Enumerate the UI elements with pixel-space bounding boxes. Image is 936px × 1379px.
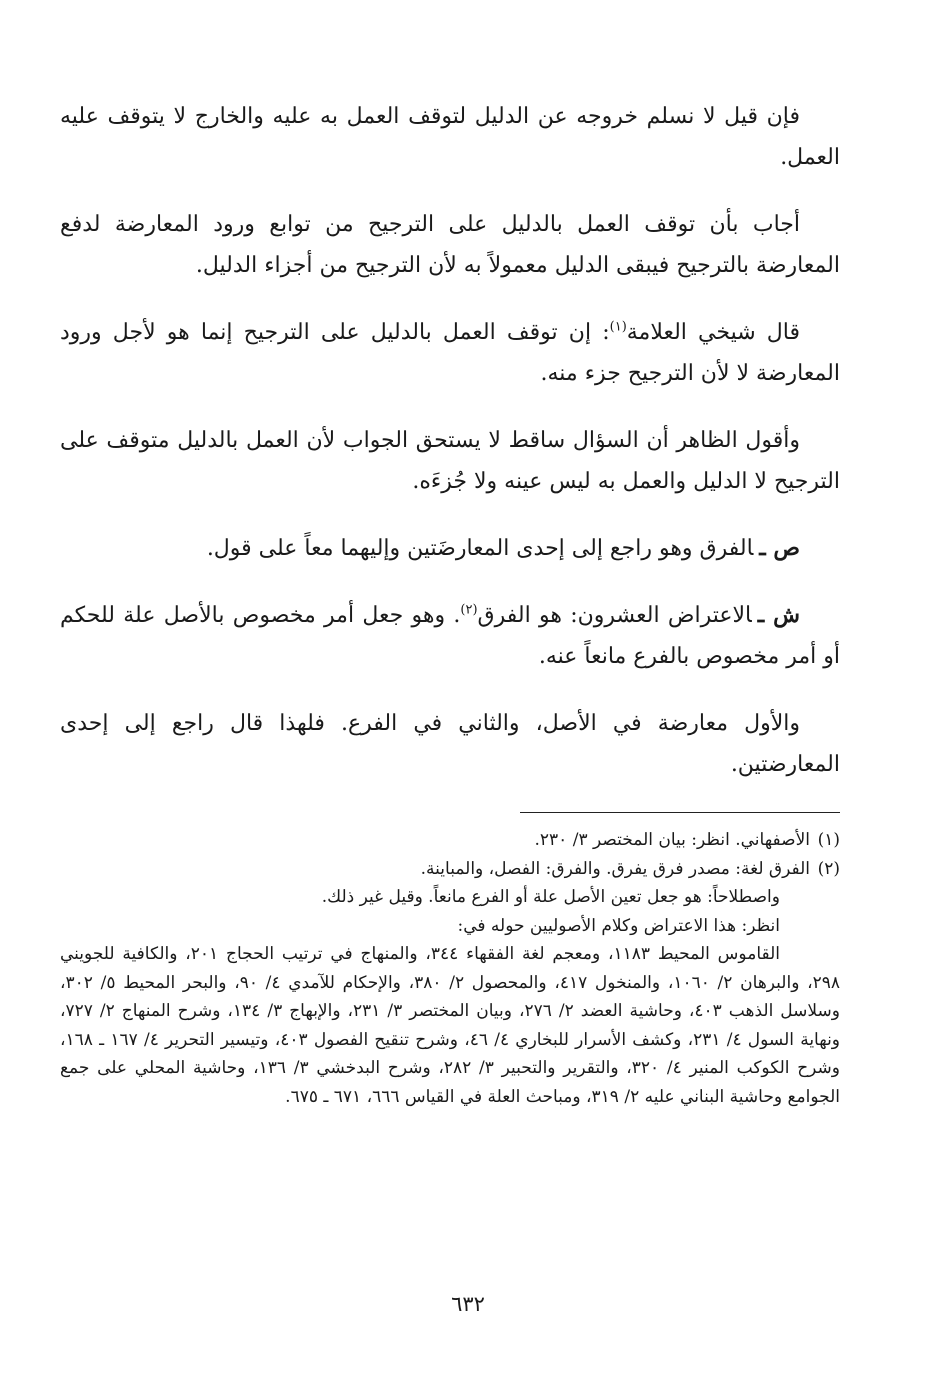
footnote-text: الأصفهاني. انظر: بيان المختصر ٣/ ٢٣٠. (534, 830, 810, 850)
main-text (60, 96, 840, 811)
footnote-text: الفرق لغة: مصدر فرق يفرق. والفرق: الفصل، والمباينة. (420, 858, 810, 879)
footnote-2-references: القاموس المحيط ١١٨٣، ومعجم لغة الفقهاء ٣٤٤، والمنهاج في ترتيب الحجاج ٢٠١، والكافية للجويني ٢٩٨، والبرهان ٢/ ١٠٦٠، والمنخول ٤١٧، والمحصول ٢/ ٣٨٠، والإحكام للآمدي ٤/ ٩٠، والبحر المحيط ٥/ ٣٠٢، وسلاسل الذهب ٤٠٣، وحاشية العضد ٢/ ٢٧٦، وبيان المختصر ٣/ ٢٣١، والإبهاج ٣/ ١٣٤، وشرح المنهاج ٢/ ٧٢٧، ونهاية السول ٤/ ٢٣١، وكشف الأسرار للبخاري ٤/ ٤٦، وشرح تنقيح الفصول ٤٠٣، وتيسير التحرير ٤/ ١٦٧ ـ ١٦٨، وشرح الكوكب المنير ٤/ ٣٢٠، والتقرير والتحبير ٣/ ٢٨٢، وشرح البدخشي ٣/ ١٣٦، وحاشية المحلي على جمع الجوامع وحاشية البناني عليه ٢/ ٣١٩، ومباحث العلة في القياس ٦٦٦، ٦٧١ ـ ٦٧٥. (60, 944, 841, 1107)
paragraph-text: والأول معارضة في الأصل، والثاني في الفرع. فلهذا قال راجع إلى إحدى المعارضتين. (60, 711, 840, 777)
paragraph-text: . وهو جعل أمر مخصوص بالأصل علة للحكم أو أمر مخصوص بالفرع مانعاً عنه. (60, 603, 840, 669)
footnote-2 (60, 855, 840, 884)
footnote-2-see: انظر: هذا الاعتراض وكلام الأصوليين حوله في: (457, 915, 780, 936)
footnote-number: (١) (817, 830, 840, 850)
paragraph-text: الاعتراض العشرون: هو الفرق (477, 603, 752, 628)
section-label-sad: ص ـ (759, 535, 800, 561)
paragraph-text: وأقول الظاهر أن السؤال ساقط لا يستحق الجواب لأن العمل بالدليل متوقف على الترجيح لا الدليل والعمل به ليس عينه ولا جُزءَه. (60, 428, 840, 494)
footnote-ref-1[interactable]: (١) (609, 319, 627, 335)
paragraph-7 (60, 703, 840, 785)
footnote-1 (60, 826, 840, 855)
footnote-2-definition: واصطلاحاً: هو جعل تعين الأصل علة أو الفرع مانعاً. وقيل غير ذلك. (321, 887, 780, 907)
paragraph-text: الفرق وهو راجع إلى إحدى المعارضَتين وإليهما معاً على قول. (206, 536, 754, 561)
paragraph-3 (60, 312, 840, 394)
paragraph-text: قال شيخي العلامة (626, 320, 800, 345)
paragraph-4 (60, 420, 840, 502)
paragraph-6 (60, 595, 840, 677)
paragraph-5 (60, 528, 840, 569)
paragraph-text: أجاب بأن توقف العمل بالدليل على الترجيح من توابع ورود المعارضة لدفع المعارضة بالترجيح فيبقى الدليل معمولاً به لأن الترجيح من أجزاء الدليل. (60, 212, 840, 278)
footnote-ref-2[interactable]: (٢) (460, 602, 478, 618)
footnote-divider (520, 812, 840, 813)
paragraph-2 (60, 204, 840, 286)
section-label-shin: ش ـ (757, 602, 800, 628)
footnote-number: (٢) (817, 858, 840, 879)
paragraph-1 (60, 96, 840, 178)
page-number: ٦٣٢ (451, 1292, 485, 1316)
paragraph-text: : إن توقف العمل بالدليل على الترجيح إنما هو لأجل ورود المعارضة لا لأن الترجيح جزء منه. (60, 320, 840, 386)
footnotes (60, 826, 840, 1111)
paragraph-text: فإن قيل لا نسلم خروجه عن الدليل لتوقف العمل به عليه والخارج لا يتوقف عليه العمل. (60, 104, 840, 170)
